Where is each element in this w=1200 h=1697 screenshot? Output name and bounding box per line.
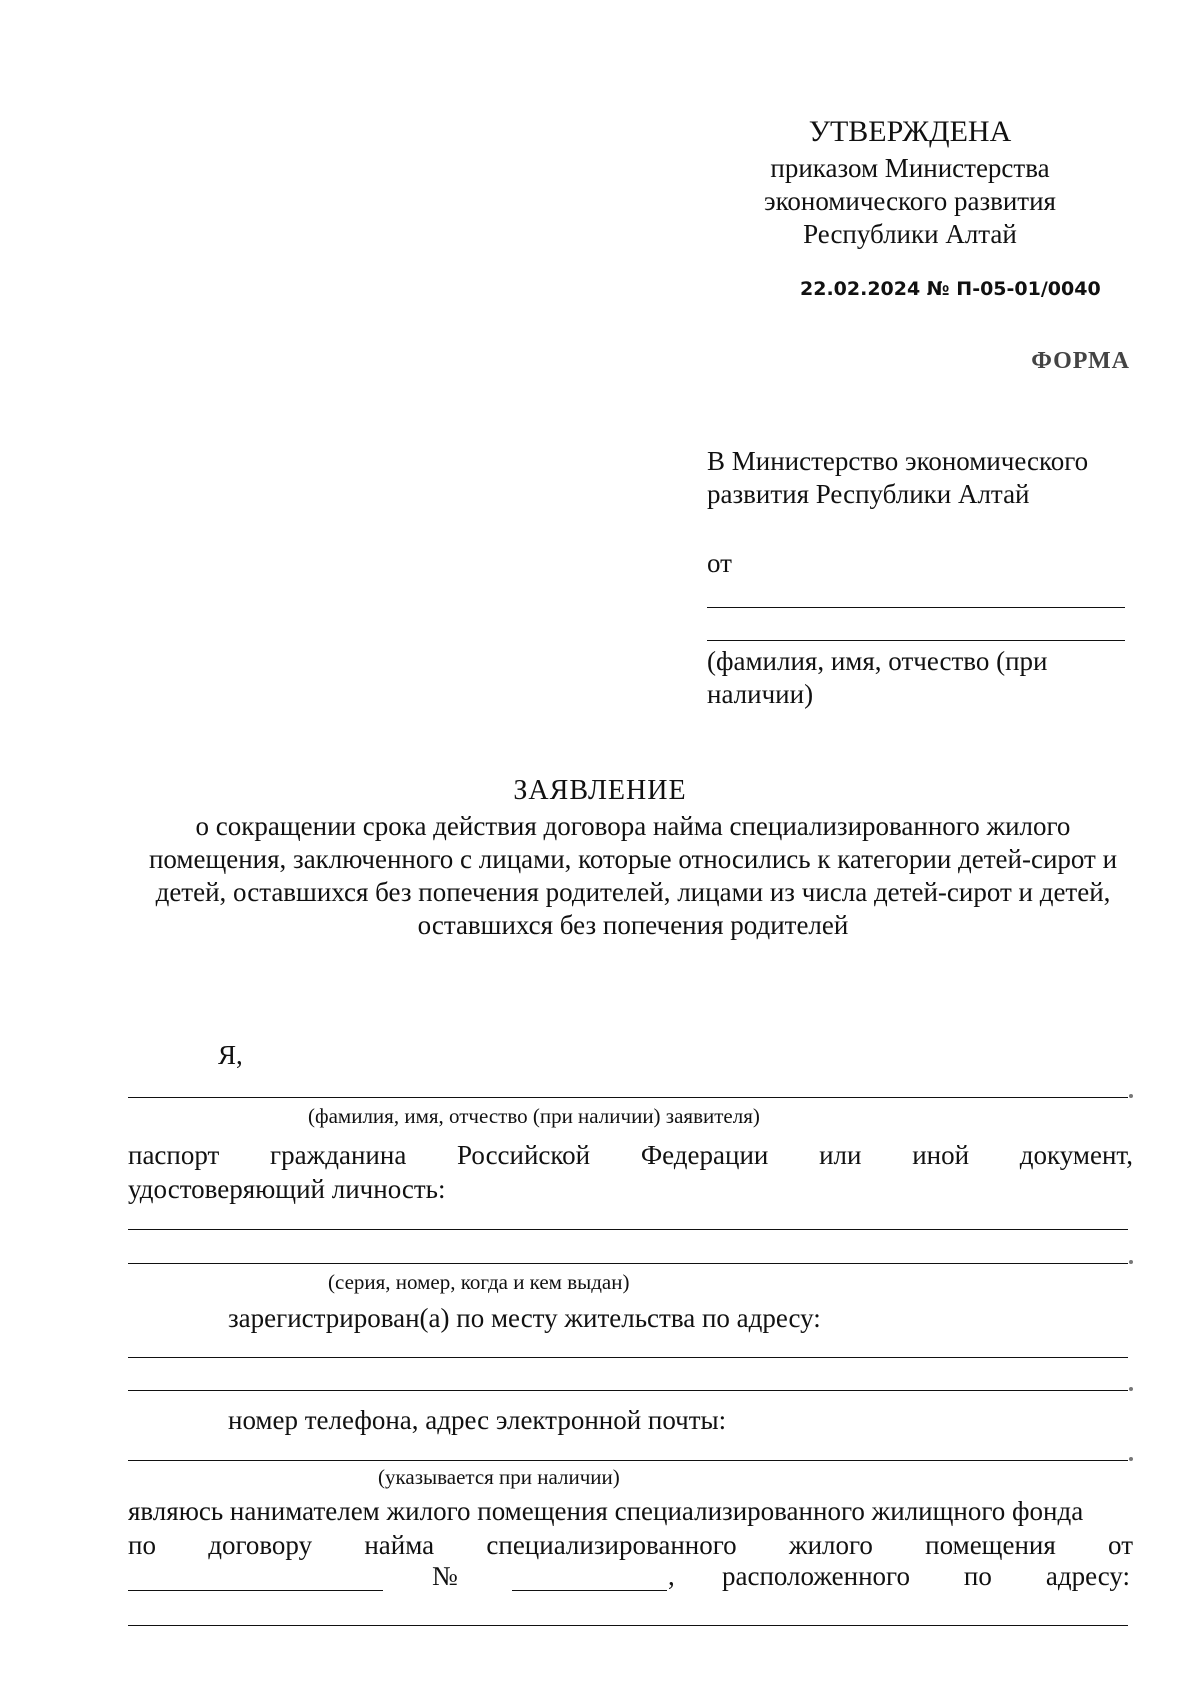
contact-hint: (указывается при наличии) [378, 1465, 620, 1489]
line-end-dot [1129, 1457, 1133, 1461]
from-label: от [707, 548, 732, 578]
property-address-field[interactable] [128, 1625, 1128, 1626]
passport-word: гражданина [270, 1140, 407, 1170]
passport-line [128, 1140, 1133, 1171]
addressee: В Министерство экономического развития Республики Алтай [707, 446, 1089, 509]
passport-word: документ, [1019, 1140, 1133, 1170]
tenant-word: помещения [925, 1530, 1056, 1560]
tenant-line-2 [128, 1530, 1133, 1561]
approval-line-3: Республики Алтай [803, 219, 1017, 249]
passport-line-field-1[interactable] [128, 1229, 1128, 1230]
passport-line-2: удостоверяющий личность: [128, 1174, 446, 1204]
passport-word: или [819, 1140, 862, 1170]
from-name-hint: (фамилия, имя, отчество (при наличии) [707, 646, 1048, 709]
line-end-dot [1129, 1260, 1133, 1264]
tenant-word: специализированного [486, 1530, 737, 1560]
applicant-name-line[interactable] [128, 1097, 1128, 1098]
from-name-line-1[interactable] [707, 607, 1125, 608]
line-end-dot [1129, 1094, 1133, 1098]
located-word: адресу: [1045, 1561, 1130, 1591]
tenant-word: жилого [788, 1530, 873, 1560]
line-end-dot [1129, 1387, 1133, 1391]
document-subtitle: о сокращении срока действия договора найма специализированного жилого помещения, заключенного с лицами, которые относились к категории детей-сирот и детей, оставшихся без попечения родителей, лицами из числа детей-сирот и детей, оставшихся без попечения родителей [148, 811, 1118, 940]
located-text [722, 1561, 1130, 1592]
passport-hint: (серия, номер, когда и кем выдан) [328, 1270, 630, 1294]
passport-word: иной [912, 1140, 970, 1170]
contract-number-field[interactable] [512, 1590, 667, 1591]
passport-word: Федерации [640, 1140, 769, 1170]
passport-line-field-2[interactable] [128, 1263, 1128, 1264]
applicant-name-hint: (фамилия, имя, отчество (при наличии) заявителя) [308, 1104, 760, 1128]
address-field-2[interactable] [128, 1390, 1128, 1391]
passport-word: паспорт [128, 1140, 220, 1170]
tenant-word: по [128, 1530, 156, 1560]
tenant-word: от [1108, 1530, 1133, 1560]
tenant-line-1: являюсь нанимателем жилого помещения специализированного жилищного фонда [128, 1496, 1084, 1526]
contract-date-field[interactable] [128, 1590, 383, 1591]
contact-field[interactable] [128, 1460, 1128, 1461]
comma: , [668, 1561, 675, 1591]
approval-title: УТВЕРЖДЕНА [808, 115, 1012, 148]
address-field-1[interactable] [128, 1357, 1128, 1358]
from-name-line-2[interactable] [707, 640, 1125, 641]
i-label: Я, [218, 1040, 243, 1070]
approval-line-2: экономического развития [764, 186, 1056, 216]
registered-label: зарегистрирован(а) по месту жительства по адресу: [228, 1303, 821, 1333]
form-label: ФОРМА [1031, 348, 1130, 374]
order-number: 22.02.2024 № П-05-01/0040 [800, 278, 1101, 300]
number-sign: № [432, 1561, 458, 1591]
located-word: по [963, 1561, 992, 1591]
contact-label: номер телефона, адрес электронной почты: [228, 1405, 727, 1435]
tenant-word: найма [364, 1530, 435, 1560]
document-title: ЗАЯВЛЕНИЕ [513, 775, 687, 806]
approval-block [740, 112, 1080, 251]
tenant-word: договору [208, 1530, 313, 1560]
passport-word: Российской [457, 1140, 591, 1170]
approval-line-1: приказом Министерства [770, 153, 1050, 183]
located-word: расположенного [722, 1561, 910, 1591]
